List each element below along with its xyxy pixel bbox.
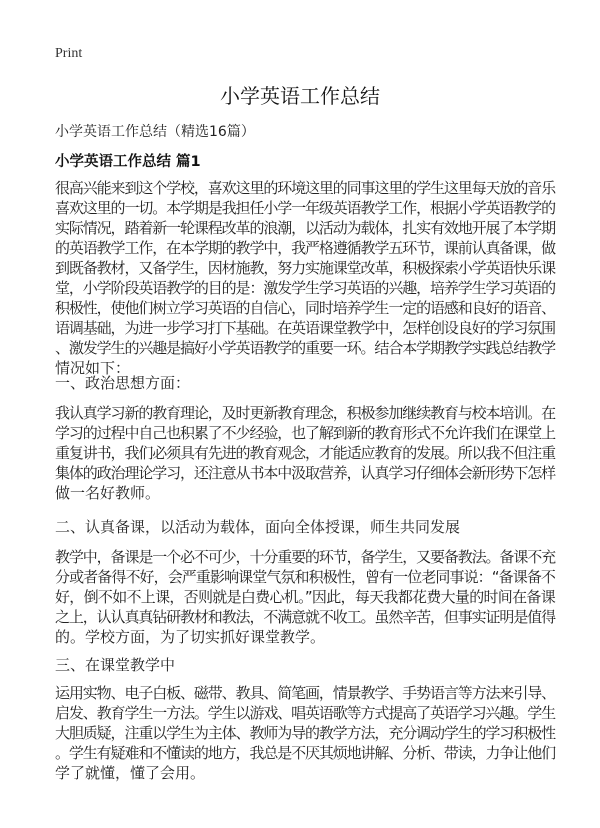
paragraph-line: 语调基础，为进一步学习打下基础。在英语课堂教学中，怎样创设良好的学习氛围 [55,319,555,337]
paragraph-3 [55,547,565,647]
paragraph-line: 学了就懂，懂了会用。 [55,764,206,782]
paragraph-line: 堂，小学阶段英语教学的目的是：激发学生学习英语的兴趣，培养学生学习英语的 [55,279,555,297]
paragraph-4 [55,683,565,783]
paragraph-line: 到既备教材，又备学生，因材施教，努力实施课堂改革，积极探索小学英语快乐课 [55,259,555,277]
paragraph-line: 积极性，使他们树立学习英语的自信心，同时培养学生一定的语感和良好的语音、 [55,299,555,317]
paragraph-line: 我认真学习新的教育理论，及时更新教育理念，积极参加继续教育与校本培训。在 [55,404,555,422]
document-title: 小学英语工作总结 [220,84,380,108]
paragraph-line: 集体的政治理论学习，还注意从书本中汲取营养，认真学习仔细体会新形势下怎样 [55,464,555,482]
paragraph-line: 实际情况，踏着新一轮课程改革的浪潮，以活动为载体，扎实有效地开展了本学期 [55,219,555,237]
paragraph-line: 之上，认认真真钻研教材和教法，不满意就不收工。虽然辛苦，但事实证明是值得 [55,608,555,626]
section-title-1: 一、政治思想方面： [55,374,191,392]
paragraph-line: 喜欢这里的一切。本学期是我担任小学一年级英语教学工作，根据小学英语教学的 [55,199,555,217]
paragraph-line: 运用实物、电子白板、磁带、教具、简笔画，情景教学、手势语言等方法来引导、 [55,684,555,702]
section-heading: 小学英语工作总结 篇1 [55,154,201,170]
print-label[interactable]: Print [55,46,83,61]
section-title-2: 二、认真备课，以活动为载体，面向全体授课，师生共同发展 [55,518,461,536]
paragraph-1 [55,178,565,378]
paragraph-line: 教学中，备课是一个必不可少，十分重要的环节，备学生，又要备教法。备课不充 [55,548,555,566]
paragraph-line: 的英语教学工作，在本学期的教学中，我严格遵循教学五环节，课前认真备课，做 [55,239,555,257]
paragraph-line: 大胆质疑，注重以学生为主体、教师为导的教学方法，充分调动学生的学习积极性 [55,724,555,742]
paragraph-line: 做一名好教师。 [55,484,161,502]
paragraph-line: 很高兴能来到这个学校，喜欢这里的环境这里的同事这里的学生这里每天放的音乐 [55,179,555,197]
section-title-3: 三、在课堂教学中 [55,656,176,674]
paragraph-line: 启发、教育学生一方法。学生以游戏、唱英语歌等方式提高了英语学习兴趣。学生 [55,704,555,722]
paragraph-line: 。学生有疑难和不懂读的地方，我总是不厌其烦地讲解、分析、带读，力争让他们 [55,744,555,762]
paragraph-line: 情况如下： [55,359,131,377]
document-subtitle: 小学英语工作总结（精选16篇） [55,124,255,140]
paragraph-line: 、激发学生的兴趣是搞好小学英语教学的重要一环。结合本学期教学实践总结教学 [55,339,555,357]
paragraph-2 [55,403,565,503]
paragraph-line: 学习的过程中自己也积累了不少经验，也了解到新的教育形式不允许我们在课堂上 [55,424,555,442]
paragraph-line: 分或者备得不好，会严重影响课堂气氛和积极性，曾有一位老同事说：“备课备不 [55,568,555,586]
paragraph-line: 的。学校方面，为了切实抓好课堂教学。 [55,628,326,646]
paragraph-line: 重复讲书，我们必须具有先进的教育观念，才能适应教育的发展。所以我不但注重 [55,444,555,462]
paragraph-line: 好，倒不如不上课，否则就是白费心机。”因此，每天我都花费大量的时间在备课 [55,588,555,606]
